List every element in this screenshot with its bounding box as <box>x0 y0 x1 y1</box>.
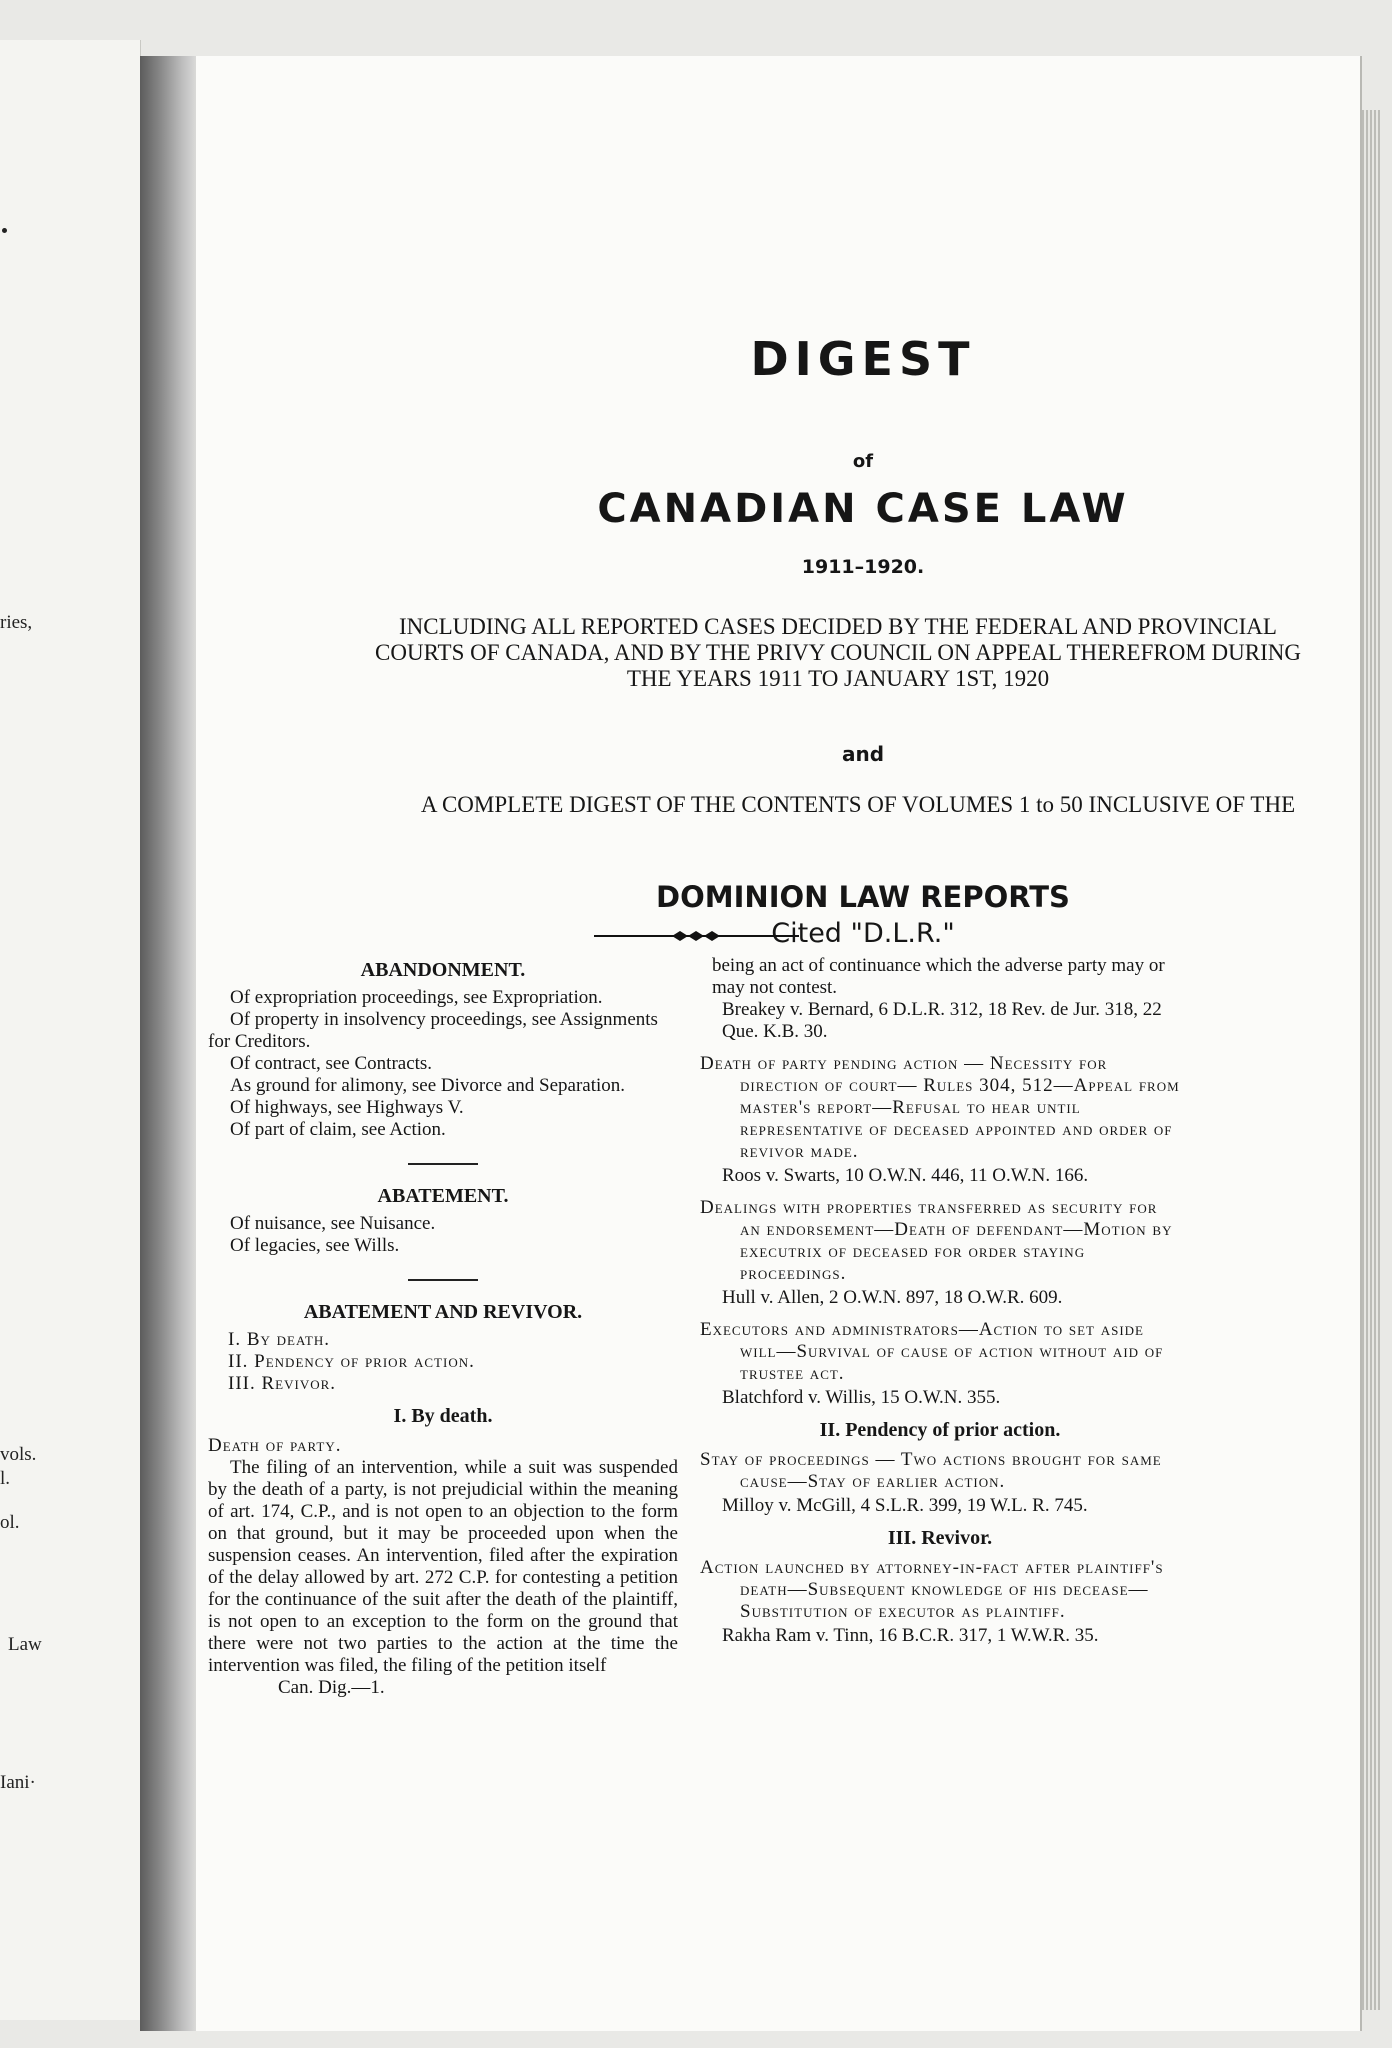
case-citation: Roos v. Swarts, 10 O.W.N. 446, 11 O.W.N. 166. <box>722 1165 1089 1186</box>
case-citation: Blatchford v. Willis, 15 O.W.N. 355. <box>722 1387 1001 1408</box>
ink-dot <box>2 228 7 233</box>
entry: Of part of claim, see Action. <box>230 1119 446 1140</box>
heading-abandonment: ABANDONMENT. <box>360 959 526 981</box>
left-fragment: vols. <box>0 1444 37 1465</box>
heading-abatement-revivor: ABATEMENT AND REVIVOR. <box>303 1301 583 1323</box>
toc-item: II. Pendency of prior action. <box>228 1351 475 1372</box>
topic-heading: Stay of proceedings — Two actions brought for same cause—Stay of earlier action. <box>700 1449 1162 1492</box>
title-reports: DOMINION LAW REPORTS <box>656 880 1070 914</box>
section-rule <box>408 1279 478 1281</box>
left-fragment: Law <box>8 1634 42 1655</box>
title-years: 1911–1920. <box>801 556 925 578</box>
topic-heading: Executors and administrators—Action to set aside will—Survival of cause of action without aid of trustee act. <box>700 1319 1164 1384</box>
subheading-revivor: III. Revivor. <box>887 1527 993 1549</box>
case-citation: Milloy v. McGill, 4 S.L.R. 399, 19 W.L. R. 745. <box>722 1495 1088 1516</box>
title-complete-digest: A COMPLETE DIGEST OF THE CONTENTS OF VOLUMES 1 to 50 INCLUSIVE OF THE <box>420 792 1296 817</box>
toc-item: III. Revivor. <box>228 1373 337 1394</box>
entry: Of contract, see Contracts. <box>230 1053 433 1074</box>
heading-abatement: ABATEMENT. <box>377 1185 509 1207</box>
subheading-by-death: I. By death. <box>393 1405 493 1427</box>
continued-text: being an act of continuance which the adverse party may or may not contest. <box>712 955 1165 998</box>
entry: Of nuisance, see Nuisance. <box>230 1213 436 1234</box>
title-digest: DIGEST <box>750 332 976 386</box>
left-fragment: Iani· <box>0 1772 36 1793</box>
title-of: of <box>852 451 874 472</box>
title-main: CANADIAN CASE LAW <box>597 486 1129 532</box>
page-edges <box>1362 110 1380 2010</box>
entry: Of legacies, see Wills. <box>230 1235 400 1256</box>
case-citation: Breakey v. Bernard, 6 D.L.R. 312, 18 Rev. de Jur. 318, 22 Que. K.B. 30. <box>722 999 1162 1042</box>
previous-page <box>0 40 141 2020</box>
topic-heading: Action launched by attorney-in-fact after plaintiff's death—Subsequent knowledge of his decease—Substitution of executor as plaintiff. <box>700 1557 1164 1622</box>
left-fragment: ol. <box>0 1512 20 1533</box>
subheading-pendency: II. Pendency of prior action. <box>819 1419 1061 1441</box>
title-cited: Cited "D.L.R." <box>771 918 955 949</box>
left-column <box>208 955 678 1699</box>
book-gutter <box>140 56 200 2031</box>
revivor-toc <box>228 1329 678 1395</box>
ornament-divider <box>594 928 799 944</box>
left-fragment: ries, <box>0 612 33 633</box>
entry-text: The filing of an intervention, while a suit was suspended by the death of a party, is not prejudicial within the meaning of art. 174, C.P., and is not open to an objection to the form on that ground, but it may be proceeded upon when the suspension ceases. An intervention, filed after the expiration of the delay allowed by art. 272 C.P. for contesting a petition for the continuance of the suit after the death of the plaintiff, is not open to an exception to the form on the ground that there were not two parties to the action at the time the intervention was filed, the filing of the petition itself <box>208 1457 678 1676</box>
right-column <box>700 955 1180 1657</box>
title-including: INCLUDING ALL REPORTED CASES DECIDED BY THE FEDERAL AND PROVINCIAL COURTS OF CANADA, AND BY THE PRIVY COUNCIL ON APPEAL THEREFROM DURING THE YEARS 1911 TO JANUARY 1ST, 1920 <box>375 614 1301 691</box>
topic-heading: Death of party pending action — Necessity for direction of court— Rules 304, 512—Appeal from master's report—Refusal to hear until representative of deceased appointed and order of revivor made. <box>700 1053 1180 1162</box>
topic-heading: Dealings with properties transferred as security for an endorsement—Death of defendant—Motion by executrix of deceased for order staying proceedings. <box>700 1197 1173 1284</box>
entry: Of expropriation proceedings, see Expropriation. <box>230 987 603 1008</box>
page-footer: Can. Dig.—1. <box>278 1677 385 1698</box>
toc-item: I. By death. <box>228 1329 330 1350</box>
entry: Of property in insolvency proceedings, see Assignments for Creditors. <box>208 1009 658 1052</box>
section-rule <box>408 1163 478 1165</box>
topic-death-of-party: Death of party. <box>208 1435 342 1456</box>
case-citation: Rakha Ram v. Tinn, 16 B.C.R. 317, 1 W.W.R. 35. <box>722 1625 1099 1646</box>
title-and: and <box>841 742 885 766</box>
case-citation: Hull v. Allen, 2 O.W.N. 897, 18 O.W.R. 609. <box>722 1287 1063 1308</box>
entry: Of highways, see Highways V. <box>230 1097 464 1118</box>
entry: As ground for alimony, see Divorce and Separation. <box>230 1075 626 1096</box>
left-fragment: l. <box>0 1468 11 1489</box>
